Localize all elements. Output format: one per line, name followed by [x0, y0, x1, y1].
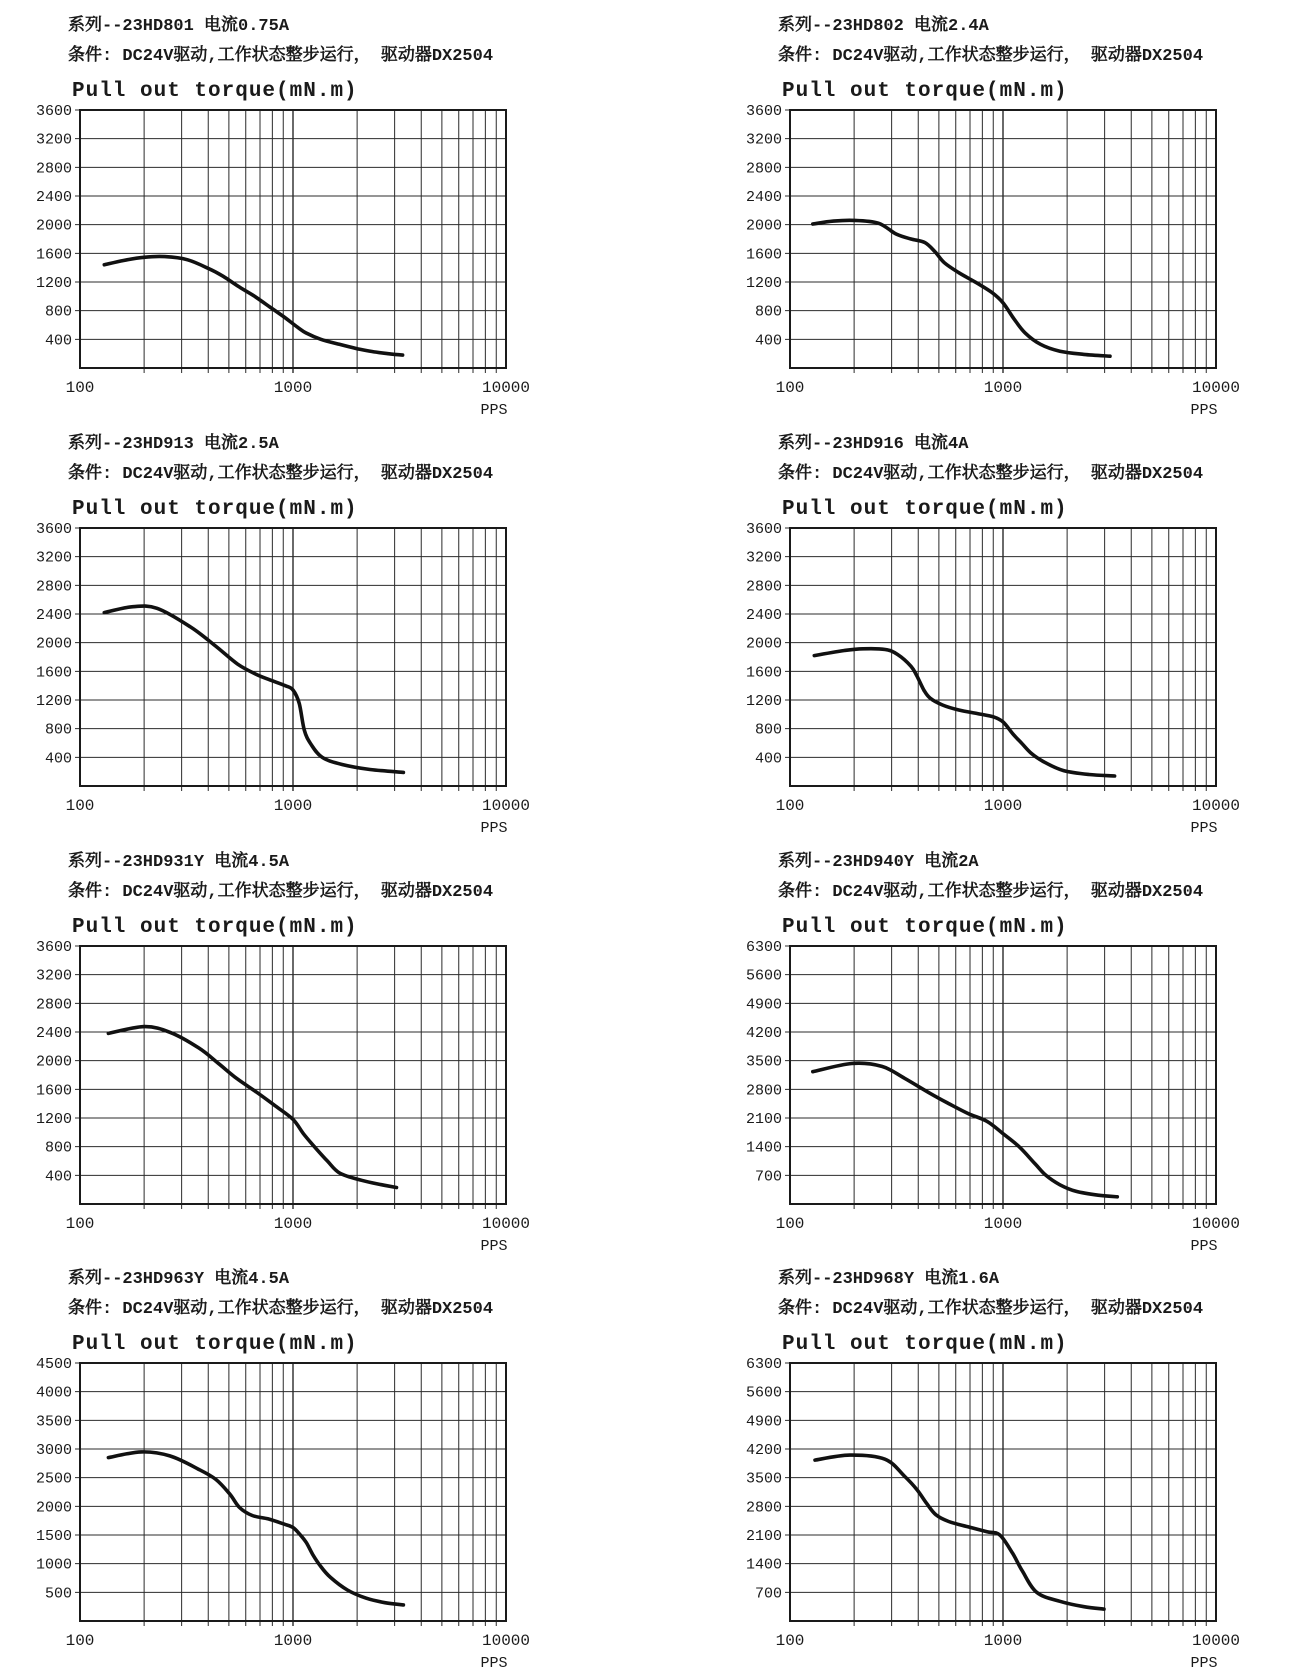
svg-text:1200: 1200	[745, 692, 782, 710]
svg-text:400: 400	[44, 750, 72, 768]
condition-line: 条件: DC24V驱动,工作状态整步运行， 驱动器DX2504	[68, 1300, 494, 1320]
svg-text:700: 700	[754, 1167, 782, 1185]
svg-text:1200: 1200	[745, 275, 782, 292]
svg-text:4900: 4900	[745, 1413, 782, 1431]
svg-text:2400: 2400	[745, 606, 782, 624]
series-title: 系列--23HD940Y 电流2A	[778, 852, 979, 872]
svg-text:PPS: PPS	[480, 819, 508, 835]
torque-curve-chart	[738, 105, 1278, 417]
chart-panel-23HD968Y	[650, 1253, 1300, 1671]
svg-text:1000: 1000	[273, 1214, 313, 1233]
svg-text:400: 400	[44, 1167, 72, 1185]
svg-text:3200: 3200	[745, 549, 782, 567]
svg-text:3000: 3000	[35, 1442, 72, 1460]
y-axis-title: Pull out torque(mN.m)	[72, 1333, 358, 1357]
y-axis-title: Pull out torque(mN.m)	[72, 915, 358, 939]
torque-curve-chart	[738, 523, 1278, 835]
series-title: 系列--23HD968Y 电流1.6A	[778, 1270, 1000, 1290]
y-axis-title: Pull out torque(mN.m)	[72, 497, 358, 521]
y-axis-title: Pull out torque(mN.m)	[782, 80, 1068, 103]
condition-line: 条件: DC24V驱动,工作状态整步运行， 驱动器DX2504	[68, 882, 494, 902]
chart-panel-23HD963Y	[0, 1253, 650, 1671]
chart-panel-23HD931Y	[0, 836, 650, 1254]
svg-text:2100: 2100	[745, 1110, 782, 1128]
svg-text:400: 400	[754, 332, 782, 350]
svg-text:1600: 1600	[35, 1081, 72, 1099]
y-axis-title: Pull out torque(mN.m)	[782, 1333, 1068, 1357]
svg-text:100: 100	[65, 1214, 95, 1233]
svg-text:2800: 2800	[745, 160, 782, 178]
svg-text:2400: 2400	[35, 1024, 72, 1042]
svg-text:6300: 6300	[745, 1358, 782, 1374]
svg-text:5600: 5600	[745, 967, 782, 985]
condition-line: 条件: DC24V驱动,工作状态整步运行， 驱动器DX2504	[68, 464, 494, 484]
svg-text:3200: 3200	[35, 549, 72, 567]
torque-curve-chart	[28, 941, 568, 1253]
svg-text:PPS: PPS	[480, 402, 508, 417]
svg-text:1600: 1600	[35, 664, 72, 682]
svg-text:2400: 2400	[745, 189, 782, 206]
svg-text:2000: 2000	[35, 635, 72, 653]
svg-text:3500: 3500	[35, 1413, 72, 1431]
svg-text:10000: 10000	[481, 1632, 531, 1651]
svg-text:2800: 2800	[745, 578, 782, 596]
svg-text:3200: 3200	[35, 131, 72, 149]
svg-text:1400: 1400	[745, 1139, 782, 1157]
condition-line: 条件: DC24V驱动,工作状态整步运行， 驱动器DX2504	[778, 47, 1204, 66]
svg-text:1000: 1000	[273, 1632, 313, 1651]
svg-text:1600: 1600	[745, 664, 782, 682]
svg-text:1600: 1600	[35, 246, 72, 264]
svg-text:1000: 1000	[983, 379, 1023, 397]
svg-text:10000: 10000	[481, 796, 531, 815]
svg-text:1000: 1000	[983, 1214, 1023, 1233]
svg-text:2000: 2000	[35, 1499, 72, 1517]
svg-text:100: 100	[775, 796, 805, 815]
svg-text:5600: 5600	[745, 1384, 782, 1402]
svg-text:3600: 3600	[745, 522, 782, 538]
svg-text:6300: 6300	[745, 940, 782, 956]
condition-line: 条件: DC24V驱动,工作状态整步运行， 驱动器DX2504	[778, 1300, 1204, 1320]
svg-text:800: 800	[44, 1139, 72, 1157]
series-title: 系列--23HD913 电流2.5A	[68, 434, 279, 454]
svg-text:4900: 4900	[745, 995, 782, 1013]
svg-text:2800: 2800	[35, 995, 72, 1013]
svg-text:4500: 4500	[35, 1358, 72, 1374]
svg-text:2800: 2800	[745, 1081, 782, 1099]
svg-text:PPS: PPS	[480, 1237, 508, 1253]
svg-text:2000: 2000	[35, 1053, 72, 1071]
svg-text:PPS: PPS	[480, 1655, 508, 1671]
svg-text:PPS: PPS	[1190, 1655, 1218, 1671]
svg-text:2400: 2400	[35, 606, 72, 624]
svg-text:PPS: PPS	[1190, 1237, 1218, 1253]
condition-line: 条件: DC24V驱动,工作状态整步运行， 驱动器DX2504	[68, 47, 494, 66]
svg-text:100: 100	[65, 379, 95, 397]
svg-text:3200: 3200	[35, 967, 72, 985]
svg-text:1000: 1000	[273, 379, 313, 397]
torque-curve-chart	[28, 105, 568, 417]
svg-text:1200: 1200	[35, 1110, 72, 1128]
torque-curve-chart	[738, 1358, 1278, 1670]
svg-text:800: 800	[44, 721, 72, 739]
series-title: 系列--23HD801 电流0.75A	[68, 17, 290, 36]
svg-text:2000: 2000	[35, 217, 72, 235]
svg-text:1000: 1000	[35, 1556, 72, 1574]
svg-text:3600: 3600	[35, 940, 72, 956]
svg-text:2800: 2800	[745, 1499, 782, 1517]
svg-text:3200: 3200	[745, 131, 782, 149]
svg-text:500: 500	[44, 1585, 72, 1603]
series-title: 系列--23HD802 电流2.4A	[778, 17, 989, 36]
svg-text:100: 100	[775, 1214, 805, 1233]
chart-panel-23HD940Y	[650, 836, 1300, 1254]
svg-text:3600: 3600	[745, 105, 782, 120]
svg-text:700: 700	[754, 1585, 782, 1603]
svg-text:10000: 10000	[1191, 379, 1241, 397]
svg-text:1500: 1500	[35, 1528, 72, 1546]
svg-text:3500: 3500	[745, 1470, 782, 1488]
svg-text:3600: 3600	[35, 522, 72, 538]
svg-text:400: 400	[754, 750, 782, 768]
torque-curve-chart	[738, 941, 1278, 1253]
svg-text:2800: 2800	[35, 160, 72, 178]
chart-panel-23HD802	[650, 0, 1300, 418]
y-axis-title: Pull out torque(mN.m)	[72, 80, 358, 103]
svg-text:2400: 2400	[35, 189, 72, 206]
chart-panel-23HD913	[0, 418, 650, 836]
y-axis-title: Pull out torque(mN.m)	[782, 497, 1068, 521]
svg-text:800: 800	[754, 721, 782, 739]
svg-text:10000: 10000	[1191, 796, 1241, 815]
svg-text:1200: 1200	[35, 692, 72, 710]
svg-text:4000: 4000	[35, 1384, 72, 1402]
svg-text:1000: 1000	[983, 796, 1023, 815]
svg-text:1400: 1400	[745, 1556, 782, 1574]
svg-text:2100: 2100	[745, 1528, 782, 1546]
svg-text:1200: 1200	[35, 275, 72, 292]
svg-text:400: 400	[44, 332, 72, 350]
svg-text:1600: 1600	[745, 246, 782, 264]
svg-text:4200: 4200	[745, 1024, 782, 1042]
svg-text:100: 100	[775, 379, 805, 397]
chart-panel-23HD801	[0, 0, 650, 418]
y-axis-title: Pull out torque(mN.m)	[782, 915, 1068, 939]
chart-panel-23HD916	[650, 418, 1300, 836]
svg-text:10000: 10000	[1191, 1632, 1241, 1651]
svg-text:PPS: PPS	[1190, 819, 1218, 835]
series-title: 系列--23HD916 电流4A	[778, 434, 969, 454]
svg-text:100: 100	[775, 1632, 805, 1651]
svg-text:1000: 1000	[983, 1632, 1023, 1651]
svg-text:1000: 1000	[273, 796, 313, 815]
svg-text:4200: 4200	[745, 1442, 782, 1460]
svg-text:100: 100	[65, 1632, 95, 1651]
svg-text:2500: 2500	[35, 1470, 72, 1488]
svg-text:3600: 3600	[35, 105, 72, 120]
svg-text:10000: 10000	[481, 379, 531, 397]
series-title: 系列--23HD931Y 电流4.5A	[68, 852, 290, 872]
series-title: 系列--23HD963Y 电流4.5A	[68, 1270, 290, 1290]
torque-curve-chart	[28, 1358, 568, 1670]
svg-text:100: 100	[65, 796, 95, 815]
svg-text:PPS: PPS	[1190, 402, 1218, 417]
svg-text:2800: 2800	[35, 578, 72, 596]
svg-text:10000: 10000	[481, 1214, 531, 1233]
svg-text:2000: 2000	[745, 217, 782, 235]
condition-line: 条件: DC24V驱动,工作状态整步运行， 驱动器DX2504	[778, 464, 1204, 484]
torque-curve-chart	[28, 523, 568, 835]
svg-text:10000: 10000	[1191, 1214, 1241, 1233]
svg-text:800: 800	[754, 303, 782, 321]
condition-line: 条件: DC24V驱动,工作状态整步运行， 驱动器DX2504	[778, 882, 1204, 902]
svg-text:800: 800	[44, 303, 72, 321]
svg-text:2000: 2000	[745, 635, 782, 653]
svg-text:3500: 3500	[745, 1053, 782, 1071]
